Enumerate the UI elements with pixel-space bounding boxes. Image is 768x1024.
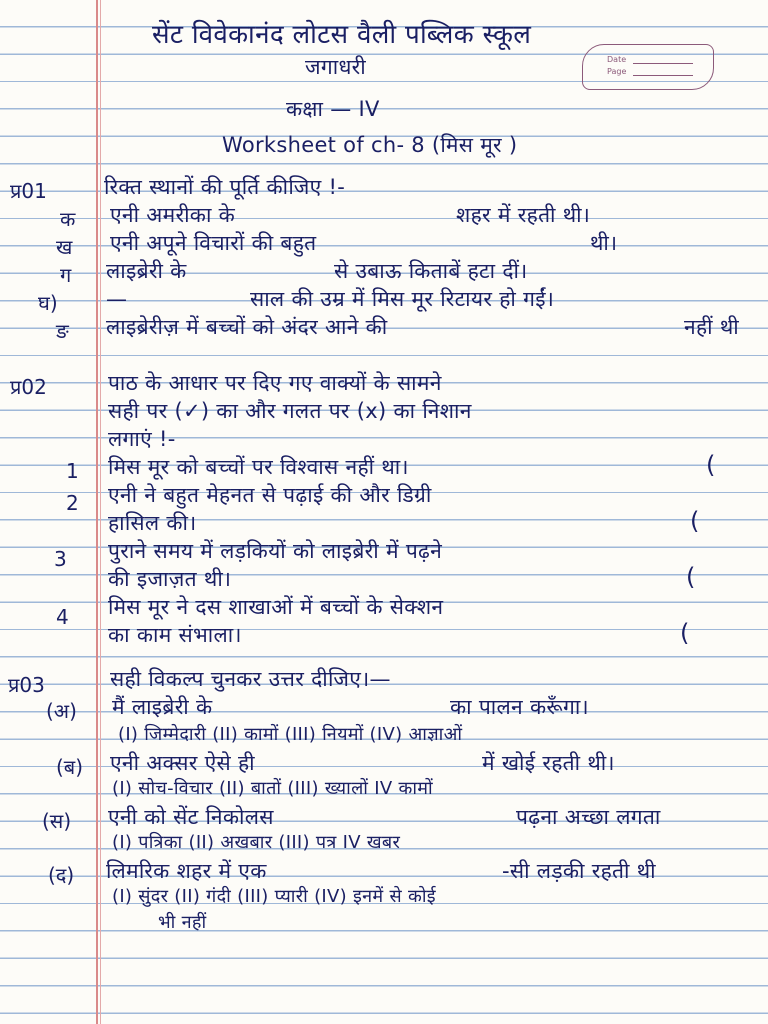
q3-item-text: एनी को सेंट निकोलस [108, 805, 274, 829]
page-label: Page [607, 67, 627, 76]
q1-item-text: एनी अमरीका के [110, 203, 236, 227]
q3-options: (I) सुंदर (II) गंदी (III) प्यारी (IV) इनमें से कोई [112, 886, 436, 907]
q1-heading: रिक्त स्थानों की पूर्ति कीजिए !- [104, 175, 346, 199]
q1-number: प्र01 [10, 179, 47, 203]
date-label: Date [607, 55, 627, 64]
q3-item-label: (ब) [56, 755, 84, 779]
class-line: कक्षा — IV [286, 97, 380, 121]
q1-item-label: क [60, 207, 76, 231]
q1-item-text: लाइब्रेरी के [106, 259, 187, 283]
q2-number: प्र02 [10, 375, 47, 399]
worksheet-title: Worksheet of ch- 8 (मिस मूर ) [222, 133, 518, 157]
q3-options: (I) पत्रिका (II) अखबार (III) पत्र IV खबर [112, 832, 401, 853]
q3-item-label: (अ) [46, 699, 77, 723]
q1-item-text-end: शहर में रहती थी। [456, 203, 591, 227]
q1-item-text: — [106, 287, 128, 311]
q3-item-text-end: का पालन करूँगा। [450, 695, 589, 719]
q1-item-label: घ) [38, 291, 58, 315]
q1-item-text: लाइब्रेरीज़ में बच्चों को अंदर आने की [106, 315, 388, 339]
margin-line-inner [100, 0, 101, 1024]
margin-line [96, 0, 98, 1024]
q1-item-label: ख [56, 235, 73, 259]
q2-item-text: एनी ने बहुत मेहनत से पढ़ाई की और डिग्री [108, 483, 432, 507]
q2-item-text: का काम संभाला। [108, 623, 242, 647]
q3-item-text: लिमरिक शहर में एक [106, 859, 267, 883]
q2-heading: सही पर (✓) का और गलत पर (x) का निशान [108, 399, 472, 423]
date-line [633, 63, 693, 64]
q1-item-text-end: थी। [590, 231, 618, 255]
q3-number: प्र03 [8, 673, 45, 697]
q3-item-text: मैं लाइब्रेरी के [112, 695, 213, 719]
q1-item-text-end: नहीं थी [684, 315, 739, 339]
q2-item-label: 1 [66, 459, 79, 483]
q3-item-text-end: में खोई रहती थी। [482, 751, 615, 775]
q1-item-text-end: साल की उम्र में मिस मूर रिटायर हो गईं। [250, 287, 555, 311]
q2-item-text: की इजाज़त थी। [108, 567, 232, 591]
q1-item-label: ङ [56, 319, 69, 343]
answer-paren: ( [706, 451, 716, 479]
q3-item-text-end: -सी लड़की रहती थी [502, 859, 656, 883]
q2-item-text: पुराने समय में लड़कियों को लाइब्रेरी में पढ़ने [108, 539, 443, 563]
q3-item-text-end: पढ़ना अच्छा लगता [516, 805, 661, 829]
q2-item-label: 3 [54, 547, 67, 571]
q3-options: भी नहीं [158, 912, 207, 933]
q2-item-text: हासिल की। [108, 511, 197, 535]
q2-item-text: मिस मूर ने दस शाखाओं में बच्चों के सेक्शन [108, 595, 444, 619]
q2-heading: लगाएं !- [108, 427, 176, 451]
q1-item-text-end: से उबाऊ किताबें हटा दीं। [334, 259, 528, 283]
q2-item-text: मिस मूर को बच्चों पर विश्वास नहीं था। [108, 455, 409, 479]
q3-options: (I) सोच-विचार (II) बातों (III) ख्यालों IV कामों [112, 778, 434, 799]
q2-heading: पाठ के आधार पर दिए गए वाक्यों के सामने [108, 371, 442, 395]
page-line [633, 75, 693, 76]
q3-item-label: (स) [42, 809, 72, 833]
city-name: जगाधरी [305, 55, 366, 79]
q1-item-text: एनी अपूने विचारों की बहुत [110, 231, 317, 255]
q1-item-label: ग [60, 263, 72, 287]
q3-item-text: एनी अक्सर ऐसे ही [110, 751, 255, 775]
q3-heading: सही विकल्प चुनकर उत्तर दीजिए।— [110, 667, 391, 691]
answer-paren: ( [686, 563, 696, 591]
q2-item-label: 4 [56, 605, 69, 629]
answer-paren: ( [680, 619, 690, 647]
q3-options: (I) जिम्मेदारी (II) कामों (III) नियमों (IV) आज्ञाओं [118, 724, 463, 745]
school-name: सेंट विवेकानंद लोटस वैली पब्लिक स्कूल [152, 20, 532, 50]
q2-item-label: 2 [66, 491, 79, 515]
q3-item-label: (द) [48, 863, 75, 887]
date-page-stamp [582, 44, 714, 90]
answer-paren: ( [690, 507, 700, 535]
